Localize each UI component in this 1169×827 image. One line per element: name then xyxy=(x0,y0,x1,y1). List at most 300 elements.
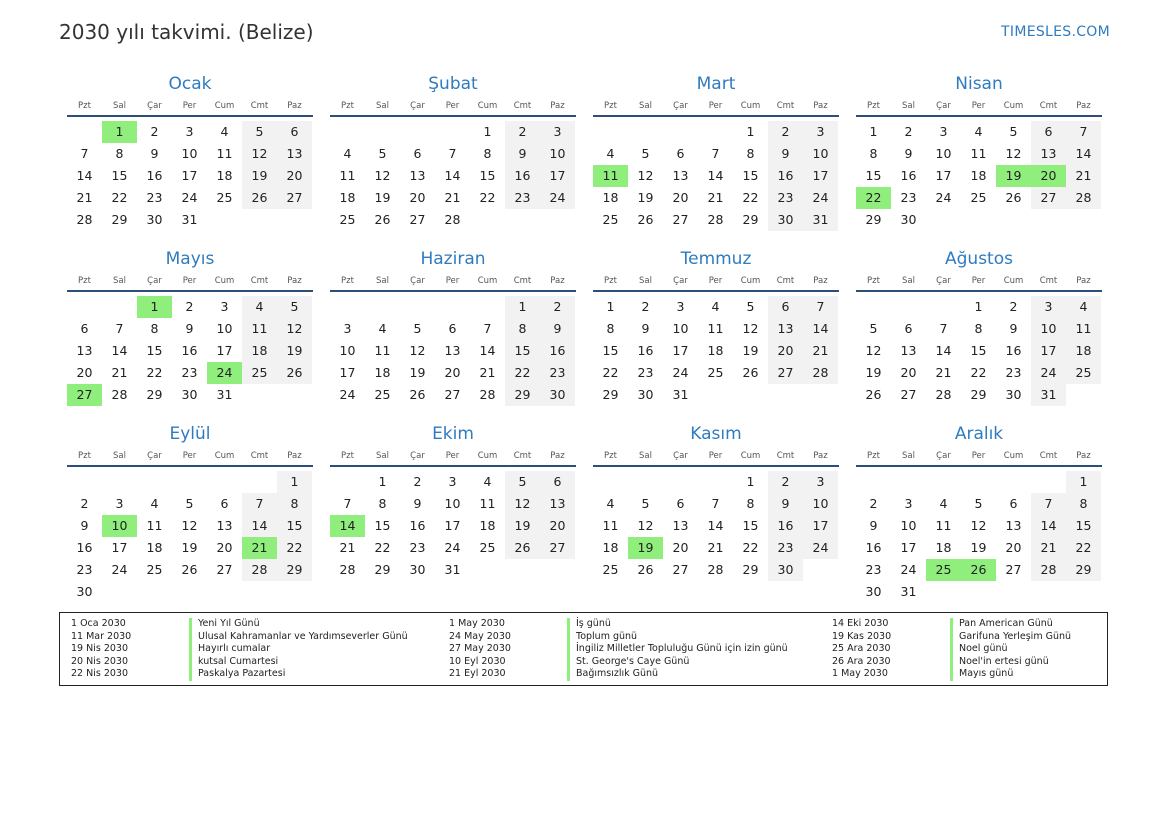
weekday-label: Pzt xyxy=(867,276,880,286)
holiday-date: 24 May 2030 xyxy=(449,630,511,642)
weekday-label: Sal xyxy=(376,276,389,286)
day-cell: 13 xyxy=(672,518,689,533)
day-cell: 20 xyxy=(900,365,917,380)
day-cell: 16 xyxy=(146,168,163,183)
weekday-header xyxy=(67,273,313,292)
legend-row xyxy=(832,656,1169,669)
day-cell: 28 xyxy=(1031,559,1066,581)
holiday-name: Toplum günü xyxy=(567,631,637,644)
day-cell: 17 xyxy=(181,168,198,183)
weekday-label: Pzt xyxy=(867,451,880,461)
weekday-label: Pzt xyxy=(604,276,617,286)
day-cells xyxy=(67,121,313,231)
weekday-label: Pzt xyxy=(341,451,354,461)
legend-row xyxy=(449,656,809,669)
month-name: Şubat xyxy=(428,74,478,94)
day-cell: 3 xyxy=(803,121,838,143)
month-name: Eylül xyxy=(169,424,211,444)
day-cell: 28 xyxy=(444,212,461,227)
month-3 xyxy=(593,70,839,231)
weekday-label: Cum xyxy=(740,276,761,286)
day-cell: 24 xyxy=(900,562,917,577)
weekday-label: Cmt xyxy=(1039,451,1058,461)
day-cell: 14 xyxy=(707,168,724,183)
holiday-day-cell: 27 xyxy=(67,384,102,406)
empty-cell xyxy=(172,471,207,493)
day-cell: 20 xyxy=(672,540,689,555)
day-cell: 17 xyxy=(803,165,838,187)
weekday-header xyxy=(67,98,313,117)
day-cell: 30 xyxy=(637,387,654,402)
day-cell: 27 xyxy=(1005,562,1022,577)
holiday-name: kutsal Cumartesi xyxy=(189,656,278,669)
day-cell: 17 xyxy=(803,515,838,537)
holiday-day-cell: 24 xyxy=(207,362,242,384)
weekday-header xyxy=(330,273,576,292)
day-cell: 16 xyxy=(409,518,426,533)
weekday-label: Pzt xyxy=(604,451,617,461)
day-cells xyxy=(330,471,576,581)
day-cell: 28 xyxy=(707,212,724,227)
day-cell: 11 xyxy=(935,518,952,533)
day-cell: 25 xyxy=(242,362,277,384)
empty-cell xyxy=(996,471,1031,493)
day-cell: 7 xyxy=(1066,121,1101,143)
day-cell: 14 xyxy=(707,518,724,533)
day-cell: 21 xyxy=(707,540,724,555)
weekday-label: Çar xyxy=(673,101,688,111)
day-cell: 30 xyxy=(900,212,917,227)
weekday-header xyxy=(856,448,1102,467)
weekday-label: Pzt xyxy=(341,276,354,286)
day-cell: 10 xyxy=(803,493,838,515)
holiday-day-cell: 1 xyxy=(137,296,172,318)
day-cell: 20 xyxy=(444,365,461,380)
day-cell: 16 xyxy=(181,343,198,358)
day-cell: 3 xyxy=(448,474,457,489)
day-cell: 12 xyxy=(1005,146,1022,161)
day-cell: 3 xyxy=(939,124,948,139)
day-cell: 28 xyxy=(76,212,93,227)
day-cell: 27 xyxy=(277,187,312,209)
day-cell: 2 xyxy=(768,121,803,143)
day-cell: 25 xyxy=(602,212,619,227)
weekday-label: Çar xyxy=(410,276,425,286)
day-cell: 25 xyxy=(479,540,496,555)
weekday-label: Paz xyxy=(813,276,828,286)
month-name: Mart xyxy=(696,74,736,94)
day-cell: 18 xyxy=(374,365,391,380)
day-cell: 12 xyxy=(374,168,391,183)
holiday-date: 1 May 2030 xyxy=(832,668,888,680)
day-cell: 29 xyxy=(742,562,759,577)
day-cell: 31 xyxy=(444,562,461,577)
day-cell: 4 xyxy=(220,124,229,139)
day-cell: 2 xyxy=(185,299,194,314)
weekday-label: Çar xyxy=(410,101,425,111)
day-cell: 13 xyxy=(900,343,917,358)
holiday-date: 10 Eyl 2030 xyxy=(449,655,506,667)
weekday-header xyxy=(593,273,839,292)
day-cell: 18 xyxy=(339,190,356,205)
day-cell: 15 xyxy=(742,518,759,533)
day-cell: 18 xyxy=(970,168,987,183)
day-cell: 28 xyxy=(803,362,838,384)
day-cell: 3 xyxy=(540,121,575,143)
empty-cell xyxy=(891,296,926,318)
weekday-label: Sal xyxy=(376,451,389,461)
day-cell: 18 xyxy=(707,343,724,358)
legend-row xyxy=(449,643,809,656)
day-cell: 23 xyxy=(181,365,198,380)
day-cell: 11 xyxy=(339,168,356,183)
legend-row xyxy=(449,618,809,631)
weekday-label: Cmt xyxy=(1039,101,1058,111)
day-cell: 16 xyxy=(76,540,93,555)
day-cell: 9 xyxy=(768,143,803,165)
weekday-label: Paz xyxy=(287,101,302,111)
day-cell: 4 xyxy=(606,496,615,511)
day-cell: 23 xyxy=(637,365,654,380)
day-cell: 12 xyxy=(277,318,312,340)
day-cell: 22 xyxy=(505,362,540,384)
day-cells xyxy=(330,121,576,231)
day-cell: 8 xyxy=(150,321,159,336)
day-cell: 12 xyxy=(505,493,540,515)
day-cell: 20 xyxy=(409,190,426,205)
day-cell: 2 xyxy=(540,296,575,318)
day-cells xyxy=(856,121,1102,231)
month-name: Kasım xyxy=(690,424,742,444)
day-cell: 19 xyxy=(277,340,312,362)
weekday-label: Paz xyxy=(1076,101,1091,111)
day-cell: 28 xyxy=(242,559,277,581)
weekday-label: Sal xyxy=(902,276,915,286)
day-cell: 15 xyxy=(111,168,128,183)
day-cell: 18 xyxy=(602,190,619,205)
month-name: Nisan xyxy=(955,74,1003,94)
day-cell: 5 xyxy=(378,146,387,161)
weekday-label: Cmt xyxy=(250,276,269,286)
day-cell: 13 xyxy=(540,493,575,515)
weekday-label: Per xyxy=(708,101,723,111)
day-cell: 10 xyxy=(803,143,838,165)
day-cell: 11 xyxy=(216,146,233,161)
month-name: Haziran xyxy=(420,249,486,269)
day-cell: 1 xyxy=(483,124,492,139)
weekday-label: Sal xyxy=(376,101,389,111)
day-cell: 4 xyxy=(606,146,615,161)
weekday-label: Per xyxy=(182,276,197,286)
day-cell: 10 xyxy=(339,343,356,358)
day-cell: 24 xyxy=(803,187,838,209)
day-cells xyxy=(593,296,839,406)
empty-cell xyxy=(435,121,470,143)
day-cell: 3 xyxy=(115,496,124,511)
day-cell: 5 xyxy=(641,496,650,511)
day-cell: 21 xyxy=(803,340,838,362)
holiday-name: Bağımsızlık Günü xyxy=(567,668,658,681)
day-cell: 8 xyxy=(1066,493,1101,515)
legend-row xyxy=(832,631,1169,644)
day-cell: 13 xyxy=(768,318,803,340)
day-cell: 22 xyxy=(277,537,312,559)
day-cell: 27 xyxy=(900,387,917,402)
day-cell: 29 xyxy=(111,212,128,227)
day-cell: 5 xyxy=(746,299,755,314)
day-cell: 24 xyxy=(444,540,461,555)
day-cell: 5 xyxy=(869,321,878,336)
day-cell: 17 xyxy=(111,540,128,555)
weekday-label: Per xyxy=(445,276,460,286)
day-cell: 17 xyxy=(444,518,461,533)
day-cell: 31 xyxy=(672,387,689,402)
empty-cell xyxy=(67,471,102,493)
holiday-date: 19 Nis 2030 xyxy=(71,643,128,655)
weekday-label: Paz xyxy=(550,451,565,461)
day-cell: 15 xyxy=(865,168,882,183)
month-8 xyxy=(856,245,1102,406)
day-cell: 30 xyxy=(865,584,882,599)
weekday-label: Paz xyxy=(1076,276,1091,286)
weekday-label: Paz xyxy=(1076,451,1091,461)
day-cell: 24 xyxy=(540,187,575,209)
day-cell: 22 xyxy=(742,190,759,205)
day-cell: 26 xyxy=(242,187,277,209)
day-cell: 21 xyxy=(479,365,496,380)
holiday-date: 19 Kas 2030 xyxy=(832,630,892,642)
day-cell: 15 xyxy=(146,343,163,358)
day-cell: 29 xyxy=(505,384,540,406)
empty-cell xyxy=(102,296,137,318)
day-cell: 11 xyxy=(242,318,277,340)
day-cell: 14 xyxy=(479,343,496,358)
day-cell: 13 xyxy=(1031,143,1066,165)
day-cell: 21 xyxy=(444,190,461,205)
day-cell: 27 xyxy=(216,562,233,577)
day-cell: 16 xyxy=(637,343,654,358)
day-cell: 26 xyxy=(637,212,654,227)
empty-cell xyxy=(365,121,400,143)
day-cell: 28 xyxy=(339,562,356,577)
month-2 xyxy=(330,70,576,231)
day-cell: 23 xyxy=(865,562,882,577)
day-cell: 9 xyxy=(150,146,159,161)
weekday-label: Sal xyxy=(113,101,126,111)
day-cell: 19 xyxy=(505,515,540,537)
day-cell: 14 xyxy=(444,168,461,183)
day-cell: 8 xyxy=(869,146,878,161)
weekday-header xyxy=(330,98,576,117)
weekday-label: Cum xyxy=(214,101,235,111)
weekday-label: Cum xyxy=(214,451,235,461)
weekday-label: Cmt xyxy=(513,101,532,111)
weekday-label: Per xyxy=(708,276,723,286)
holiday-day-cell: 1 xyxy=(102,121,137,143)
holiday-date: 14 Eki 2030 xyxy=(832,618,889,629)
day-cell: 17 xyxy=(1031,340,1066,362)
day-cell: 13 xyxy=(444,343,461,358)
weekday-label: Cmt xyxy=(1039,276,1058,286)
day-cell: 16 xyxy=(900,168,917,183)
day-cell: 24 xyxy=(181,190,198,205)
holiday-day-cell: 25 xyxy=(926,559,961,581)
weekday-label: Per xyxy=(971,101,986,111)
day-cell: 15 xyxy=(742,168,759,183)
day-cell: 27 xyxy=(540,537,575,559)
day-cell: 8 xyxy=(746,146,755,161)
holiday-date: 25 Ara 2030 xyxy=(832,643,891,655)
day-cell: 3 xyxy=(343,321,352,336)
day-cell: 26 xyxy=(277,362,312,384)
day-cell: 11 xyxy=(374,343,391,358)
day-cell: 8 xyxy=(277,493,312,515)
day-cell: 9 xyxy=(768,493,803,515)
day-cell: 19 xyxy=(865,365,882,380)
day-cell: 19 xyxy=(374,190,391,205)
day-cell: 24 xyxy=(1031,362,1066,384)
day-cell: 23 xyxy=(76,562,93,577)
day-cell: 29 xyxy=(742,212,759,227)
empty-cell xyxy=(628,121,663,143)
day-cell: 28 xyxy=(479,387,496,402)
day-cells xyxy=(593,471,839,581)
day-cells xyxy=(856,296,1102,406)
weekday-header xyxy=(330,448,576,467)
day-cell: 22 xyxy=(970,365,987,380)
empty-cell xyxy=(330,471,365,493)
day-cell: 12 xyxy=(409,343,426,358)
day-cell: 2 xyxy=(505,121,540,143)
weekday-label: Per xyxy=(182,451,197,461)
day-cell: 6 xyxy=(676,496,685,511)
day-cell: 27 xyxy=(672,562,689,577)
weekday-label: Cum xyxy=(477,101,498,111)
weekday-label: Paz xyxy=(813,101,828,111)
weekday-label: Cum xyxy=(214,276,235,286)
month-name: Aralık xyxy=(954,424,1004,444)
page-title: 2030 yılı takvimi. (Belize) xyxy=(59,20,314,44)
day-cell: 25 xyxy=(374,387,391,402)
day-cells xyxy=(856,471,1102,603)
holiday-day-cell: 19 xyxy=(996,165,1031,187)
day-cell: 25 xyxy=(1066,362,1101,384)
day-cell: 30 xyxy=(768,559,803,581)
weekday-header xyxy=(856,98,1102,117)
empty-cell xyxy=(891,471,926,493)
day-cell: 2 xyxy=(641,299,650,314)
weekday-header xyxy=(593,98,839,117)
weekday-label: Cmt xyxy=(250,101,269,111)
day-cell: 29 xyxy=(1066,559,1101,581)
day-cell: 22 xyxy=(146,365,163,380)
weekday-label: Paz xyxy=(550,101,565,111)
weekday-label: Pzt xyxy=(604,101,617,111)
holiday-name: Yeni Yıl Günü xyxy=(189,618,260,631)
day-cell: 12 xyxy=(637,518,654,533)
month-name: Mayıs xyxy=(165,249,215,269)
day-cell: 4 xyxy=(378,321,387,336)
weekday-label: Çar xyxy=(936,451,951,461)
month-name: Ekim xyxy=(432,424,474,444)
empty-cell xyxy=(856,471,891,493)
day-cell: 15 xyxy=(277,515,312,537)
day-cell: 25 xyxy=(216,190,233,205)
weekday-label: Pzt xyxy=(78,276,91,286)
day-cell: 4 xyxy=(483,474,492,489)
holiday-date: 11 Mar 2030 xyxy=(71,630,132,642)
weekday-label: Sal xyxy=(639,101,652,111)
holiday-name: Noel günü xyxy=(950,643,1008,656)
holiday-day-cell: 22 xyxy=(856,187,891,209)
day-cell: 9 xyxy=(641,321,650,336)
day-cell: 10 xyxy=(216,321,233,336)
day-cell: 2 xyxy=(413,474,422,489)
day-cell: 14 xyxy=(1031,515,1066,537)
empty-cell xyxy=(593,121,628,143)
weekday-label: Cum xyxy=(1003,451,1024,461)
day-cell: 9 xyxy=(413,496,422,511)
day-cell: 9 xyxy=(1009,321,1018,336)
day-cell: 9 xyxy=(869,518,878,533)
day-cell: 31 xyxy=(181,212,198,227)
day-cell: 23 xyxy=(768,187,803,209)
holiday-day-cell: 14 xyxy=(330,515,365,537)
day-cell: 29 xyxy=(602,387,619,402)
day-cell: 5 xyxy=(185,496,194,511)
weekday-header xyxy=(67,448,313,467)
day-cell: 3 xyxy=(185,124,194,139)
empty-cell xyxy=(67,121,102,143)
day-cell: 30 xyxy=(1005,387,1022,402)
weekday-label: Sal xyxy=(113,276,126,286)
empty-cell xyxy=(67,296,102,318)
day-cell: 28 xyxy=(707,562,724,577)
holiday-legend xyxy=(59,612,1108,686)
weekday-label: Cum xyxy=(740,101,761,111)
day-cell: 13 xyxy=(672,168,689,183)
legend-row xyxy=(832,668,1169,681)
day-cell: 29 xyxy=(277,559,312,581)
day-cell: 6 xyxy=(220,496,229,511)
legend-row xyxy=(832,643,1169,656)
day-cell: 28 xyxy=(111,387,128,402)
empty-cell xyxy=(365,296,400,318)
day-cell: 4 xyxy=(150,496,159,511)
day-cell: 5 xyxy=(641,146,650,161)
day-cell: 29 xyxy=(374,562,391,577)
day-cell: 18 xyxy=(479,518,496,533)
day-cell: 4 xyxy=(939,496,948,511)
day-cell: 4 xyxy=(974,124,983,139)
day-cell: 14 xyxy=(803,318,838,340)
weekday-label: Paz xyxy=(287,276,302,286)
legend-row xyxy=(71,618,431,631)
day-cell: 21 xyxy=(935,365,952,380)
day-cell: 7 xyxy=(448,146,457,161)
empty-cell xyxy=(698,471,733,493)
empty-cell xyxy=(470,296,505,318)
weekday-label: Paz xyxy=(287,451,302,461)
day-cell: 9 xyxy=(185,321,194,336)
holiday-day-cell: 20 xyxy=(1031,165,1066,187)
day-cell: 21 xyxy=(339,540,356,555)
empty-cell xyxy=(593,471,628,493)
day-cell: 31 xyxy=(1031,384,1066,406)
day-cell: 7 xyxy=(1031,493,1066,515)
day-cell: 22 xyxy=(479,190,496,205)
site-link[interactable]: TIMESLES.COM xyxy=(1001,24,1110,40)
